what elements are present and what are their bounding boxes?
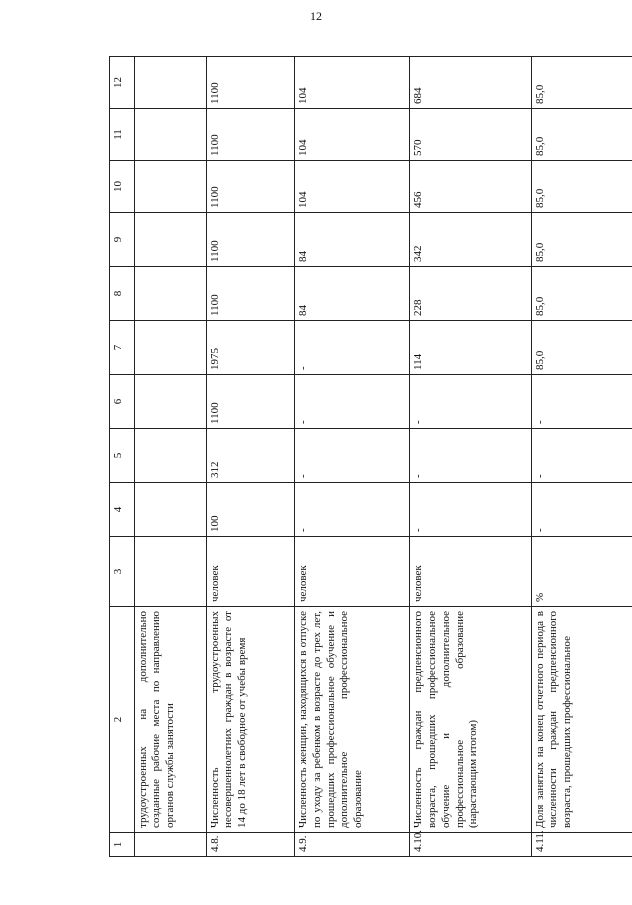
unit-cell: человек [410,537,531,607]
column-number: 4 [110,483,135,537]
column-number: 8 [110,267,135,321]
value-cell: 85,0 [531,57,632,109]
unit-cell [134,537,206,607]
table-header-row [110,57,135,857]
value-cell [134,429,206,483]
value-cell [134,109,206,161]
value-cell: - [295,429,410,483]
indicator-name: Численность граждан предпенсионного возраста, прошедших профессиональное обучение и дополнительное профессиональное образование (нарастающим итогом) [410,607,531,833]
value-cell: 456 [410,161,531,213]
value-cell: 84 [295,267,410,321]
value-cell: 342 [410,213,531,267]
value-cell: 1100 [206,109,294,161]
value-cell: - [531,429,632,483]
indicators-table [109,56,632,857]
value-cell [134,267,206,321]
column-number: 3 [110,537,135,607]
value-cell: - [295,483,410,537]
value-cell: 1975 [206,321,294,375]
value-cell: - [531,375,632,429]
page-number: 12 [310,9,322,23]
value-cell: 85,0 [531,213,632,267]
value-cell [134,57,206,109]
column-number: 1 [110,833,135,857]
value-cell: 228 [410,267,531,321]
indicator-name: Численность женщин, находящихся в отпуске по уходу за ребенком в возрасте до трех лет, прошедших профессиональное обучение и дополнительное профессиональное образование [295,607,410,833]
unit-cell: % [531,537,632,607]
value-cell: - [295,375,410,429]
column-number: 6 [110,375,135,429]
value-cell: 1100 [206,161,294,213]
rotated-table-wrapper [109,57,632,857]
value-cell: - [295,321,410,375]
table-row [410,57,531,857]
table-row [531,57,632,857]
column-number: 5 [110,429,135,483]
table-row [134,57,206,857]
value-cell: - [531,483,632,537]
value-cell [134,321,206,375]
row-number: 4.9. [295,833,410,857]
value-cell: 1100 [206,213,294,267]
unit-cell: человек [206,537,294,607]
value-cell: - [410,429,531,483]
value-cell: - [410,483,531,537]
value-cell: 85,0 [531,321,632,375]
value-cell: 114 [410,321,531,375]
value-cell: 684 [410,57,531,109]
value-cell: 1100 [206,267,294,321]
table-row [295,57,410,857]
row-number: 4.8. [206,833,294,857]
column-number: 7 [110,321,135,375]
table-row [206,57,294,857]
unit-cell: человек [295,537,410,607]
column-number: 11 [110,109,135,161]
value-cell: 85,0 [531,267,632,321]
row-number: 4.10. [410,833,531,857]
value-cell [134,161,206,213]
row-number: 4.11. [531,833,632,857]
value-cell: 84 [295,213,410,267]
indicator-name: Численность трудоустроенных несовершеннолетних граждан в возрасте от 14 до 18 лет в свободное от учебы время [206,607,294,833]
row-number [134,833,206,857]
value-cell: 104 [295,161,410,213]
value-cell [134,375,206,429]
column-number: 12 [110,57,135,109]
value-cell [134,483,206,537]
indicator-name: трудоустроенных на дополнительно созданные рабочие места по направлению органов службы занятости [134,607,206,833]
column-number: 10 [110,161,135,213]
value-cell: - [410,375,531,429]
value-cell: 1100 [206,57,294,109]
column-number: 9 [110,213,135,267]
value-cell: 570 [410,109,531,161]
value-cell: 104 [295,57,410,109]
column-number: 2 [110,607,135,833]
value-cell: 100 [206,483,294,537]
value-cell [134,213,206,267]
indicator-name: Доля занятых на конец отчетного периода в численности граждан предпенсионного возраста, прошедших профессиональное [531,607,632,833]
value-cell: 104 [295,109,410,161]
value-cell: 85,0 [531,161,632,213]
value-cell: 85,0 [531,109,632,161]
table-body [110,57,632,857]
value-cell: 1100 [206,375,294,429]
value-cell: 312 [206,429,294,483]
